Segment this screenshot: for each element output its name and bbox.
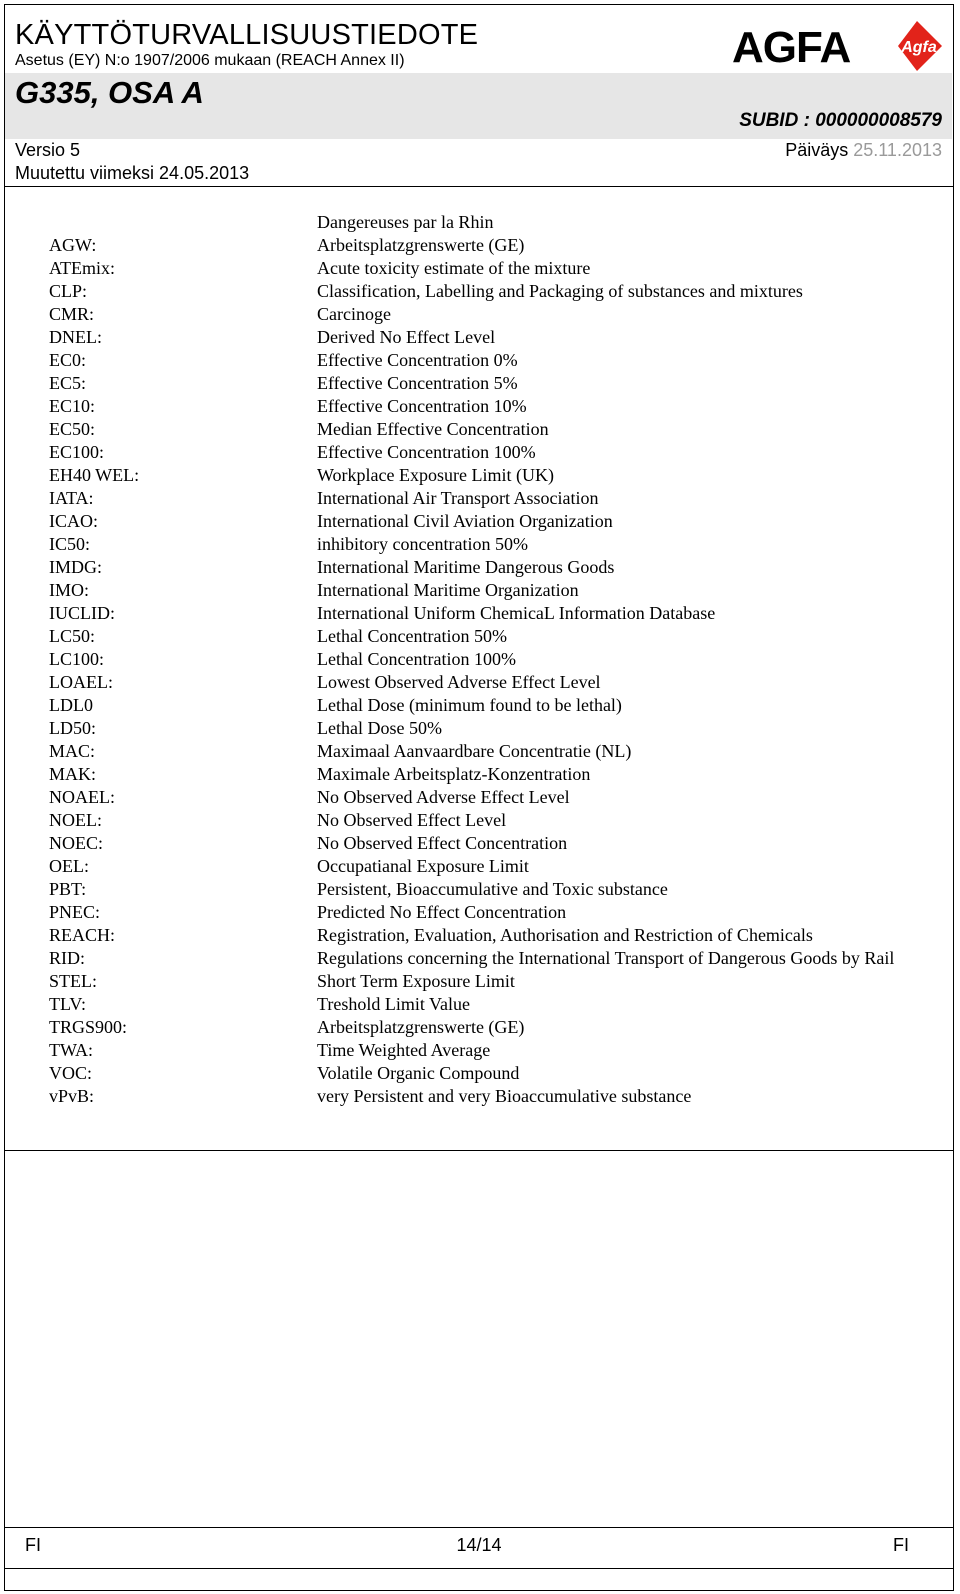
abbreviation-term: DNEL: [49, 327, 102, 347]
abbreviation-term: LC50: [49, 626, 96, 646]
abbreviation-term: TLV: [49, 994, 87, 1014]
abbreviation-definition: Workplace Exposure Limit (UK) [317, 465, 554, 485]
abbreviation-term: EC10: [49, 396, 96, 416]
footer-language-left: FI [25, 1535, 41, 1555]
abbreviation-row [49, 901, 939, 924]
logo-badge-text: Agfa [901, 39, 937, 56]
abbreviation-term: IC50: [49, 534, 91, 554]
abbreviation-row [49, 280, 939, 303]
footer-language-right: FI [893, 1535, 909, 1555]
abbreviation-term: CLP: [49, 281, 88, 301]
abbreviation-row [49, 441, 939, 464]
abbreviation-definition: Persistent, Bioaccumulative and Toxic substance [317, 879, 668, 899]
content-divider [5, 1150, 953, 1151]
abbreviation-term: MAC: [49, 741, 96, 761]
abbreviation-definition: Median Effective Concentration [317, 419, 549, 439]
abbreviation-definition: Predicted No Effect Concentration [317, 902, 567, 922]
abbreviation-term: NOEC: [49, 833, 103, 853]
abbreviation-row [49, 464, 939, 487]
agfa-logo-icon [732, 19, 944, 73]
abbreviation-row [49, 740, 939, 763]
abbreviation-definition: International Air Transport Association [317, 488, 599, 508]
document-title: KÄYTTÖTURVALLISUUSTIEDOTE [15, 19, 479, 51]
regulation-reference: Asetus (EY) N:o 1907/2006 mukaan (REACH Annex II) [15, 52, 405, 69]
abbreviation-definition: Maximaal Aanvaardbare Concentratie (NL) [317, 741, 632, 761]
abbreviation-definition: Maximale Arbeitsplatz-Konzentration [317, 764, 591, 784]
abbreviation-definition: Lethal Dose 50% [317, 718, 442, 738]
abbreviation-definition: International Maritime Dangerous Goods [317, 557, 615, 577]
abbreviation-row [49, 602, 939, 625]
abbreviation-term: EC5: [49, 373, 87, 393]
subid: SUBID : 000000008579 [739, 110, 942, 131]
abbreviation-term: vPvB: [49, 1086, 95, 1106]
abbreviation-term: LDL0 [49, 695, 93, 715]
abbreviation-term: AGW: [49, 235, 97, 255]
version: Versio 5 [15, 140, 81, 160]
page-footer [5, 1527, 953, 1569]
abbreviation-term: IATA: [49, 488, 94, 508]
abbreviation-definition: Effective Concentration 5% [317, 373, 518, 393]
abbreviation-row [49, 556, 939, 579]
abbreviation-definition: Registration, Evaluation, Authorisation and Restriction of Chemicals [317, 925, 813, 945]
abbreviation-term: PNEC: [49, 902, 101, 922]
abbreviation-term: EC50: [49, 419, 96, 439]
abbreviation-row [49, 487, 939, 510]
abbreviation-term: IMDG: [49, 557, 102, 577]
abbreviation-definition: Volatile Organic Compound [317, 1063, 520, 1083]
header-divider [5, 186, 953, 187]
abbreviation-row [49, 533, 939, 556]
abbreviation-list [49, 211, 939, 1108]
abbreviation-row [49, 234, 939, 257]
abbreviation-row [49, 970, 939, 993]
abbreviation-term: LOAEL: [49, 672, 113, 692]
abbreviation-term: ATEmix: [49, 258, 115, 278]
abbreviation-term: NOAEL: [49, 787, 115, 807]
abbreviation-definition: International Maritime Organization [317, 580, 579, 600]
abbreviation-term: MAK: [49, 764, 97, 784]
abbreviation-row [49, 1085, 939, 1108]
abbreviation-term: IMO: [49, 580, 89, 600]
logo-wordmark: AGFA [732, 23, 851, 72]
abbreviation-term: TWA: [49, 1040, 93, 1060]
abbreviation-row [49, 395, 939, 418]
abbreviation-definition: Lethal Dose (minimum found to be lethal) [317, 695, 622, 715]
abbreviation-row [49, 579, 939, 602]
issue-date [785, 140, 942, 161]
abbreviation-term: REACH: [49, 925, 116, 945]
page-number: 14/14 [456, 1535, 502, 1555]
abbreviation-row [49, 1016, 939, 1039]
abbreviation-definition: Effective Concentration 100% [317, 442, 536, 462]
last-modified: Muutettu viimeksi 24.05.2013 [15, 163, 250, 183]
abbreviation-term: TRGS900: [49, 1017, 128, 1037]
abbreviation-row [49, 326, 939, 349]
abbreviation-definition: Treshold Limit Value [317, 994, 471, 1014]
abbreviation-term: STEL: [49, 971, 97, 991]
abbreviation-term: PBT: [49, 879, 87, 899]
abbreviation-row [49, 625, 939, 648]
abbreviation-term: VOC: [49, 1063, 93, 1083]
abbreviation-definition: International Uniform ChemicaL Information Database [317, 603, 716, 623]
abbreviation-row [49, 303, 939, 326]
abbreviation-row [49, 786, 939, 809]
abbreviation-definition: inhibitory concentration 50% [317, 534, 528, 554]
abbreviation-row [49, 648, 939, 671]
abbreviation-term [49, 211, 317, 234]
abbreviation-definition: International Civil Aviation Organization [317, 511, 613, 531]
abbreviation-row [49, 694, 939, 717]
abbreviation-term: OEL: [49, 856, 89, 876]
abbreviation-row [49, 763, 939, 786]
abbreviation-definition: Regulations concerning the International Transport of Dangerous Goods by Rail [317, 948, 895, 968]
abbreviation-definition: Carcinoge [317, 304, 391, 324]
date-label: Päiväys [785, 140, 849, 160]
abbreviation-term: LC100: [49, 649, 105, 669]
abbreviation-row [49, 809, 939, 832]
abbreviation-row [49, 372, 939, 395]
abbreviation-row [49, 924, 939, 947]
abbreviation-row [49, 671, 939, 694]
abbreviation-term: CMR: [49, 304, 95, 324]
abbreviation-term: NOEL: [49, 810, 102, 830]
document-header [5, 5, 952, 186]
abbreviation-definition: No Observed Effect Level [317, 810, 507, 830]
abbreviation-term: LD50: [49, 718, 96, 738]
abbreviation-row [49, 855, 939, 878]
abbreviation-definition: Lethal Concentration 100% [317, 649, 516, 669]
abbreviation-row [49, 418, 939, 441]
abbreviation-row [49, 257, 939, 280]
abbreviation-definition: Classification, Labelling and Packaging of substances and mixtures [317, 281, 803, 301]
abbreviation-row [49, 947, 939, 970]
abbreviation-definition: Lowest Observed Adverse Effect Level [317, 672, 601, 692]
abbreviation-definition: Effective Concentration 0% [317, 350, 518, 370]
date-value: 25.11.2013 [853, 140, 942, 160]
abbreviation-row [49, 349, 939, 372]
abbreviation-row [49, 993, 939, 1016]
abbreviation-term: EC100: [49, 442, 105, 462]
abbreviation-row [49, 1039, 939, 1062]
abbreviation-definition: Arbeitsplatzgrenswerte (GE) [317, 1017, 525, 1037]
abbreviation-row [49, 832, 939, 855]
abbreviation-term: EH40 WEL: [49, 465, 140, 485]
abbreviation-row [49, 510, 939, 533]
abbreviation-definition: Acute toxicity estimate of the mixture [317, 258, 591, 278]
abbreviation-definition: Lethal Concentration 50% [317, 626, 507, 646]
abbreviation-definition: No Observed Adverse Effect Level [317, 787, 570, 807]
abbreviation-definition: Short Term Exposure Limit [317, 971, 515, 991]
product-name: G335, OSA A [15, 75, 204, 110]
abbreviation-definition: Arbeitsplatzgrenswerte (GE) [317, 235, 525, 255]
abbreviation-term: ICAO: [49, 511, 98, 531]
abbreviation-term: EC0: [49, 350, 87, 370]
document-page [4, 4, 954, 1591]
abbreviation-definition: Effective Concentration 10% [317, 396, 527, 416]
abbreviation-term: RID: [49, 948, 85, 968]
abbreviation-row [49, 878, 939, 901]
abbreviation-row [49, 211, 939, 234]
abbreviation-definition: Time Weighted Average [317, 1040, 491, 1060]
abbreviation-row [49, 717, 939, 740]
abbreviation-definition: Derived No Effect Level [317, 327, 496, 347]
abbreviation-term: IUCLID: [49, 603, 115, 623]
abbreviation-definition: No Observed Effect Concentration [317, 833, 568, 853]
abbreviation-row [49, 1062, 939, 1085]
abbreviation-definition: very Persistent and very Bioaccumulative substance [317, 1086, 692, 1106]
abbreviation-definition: Occupatianal Exposure Limit [317, 856, 529, 876]
abbreviation-definition: Dangereuses par la Rhin [317, 212, 494, 232]
